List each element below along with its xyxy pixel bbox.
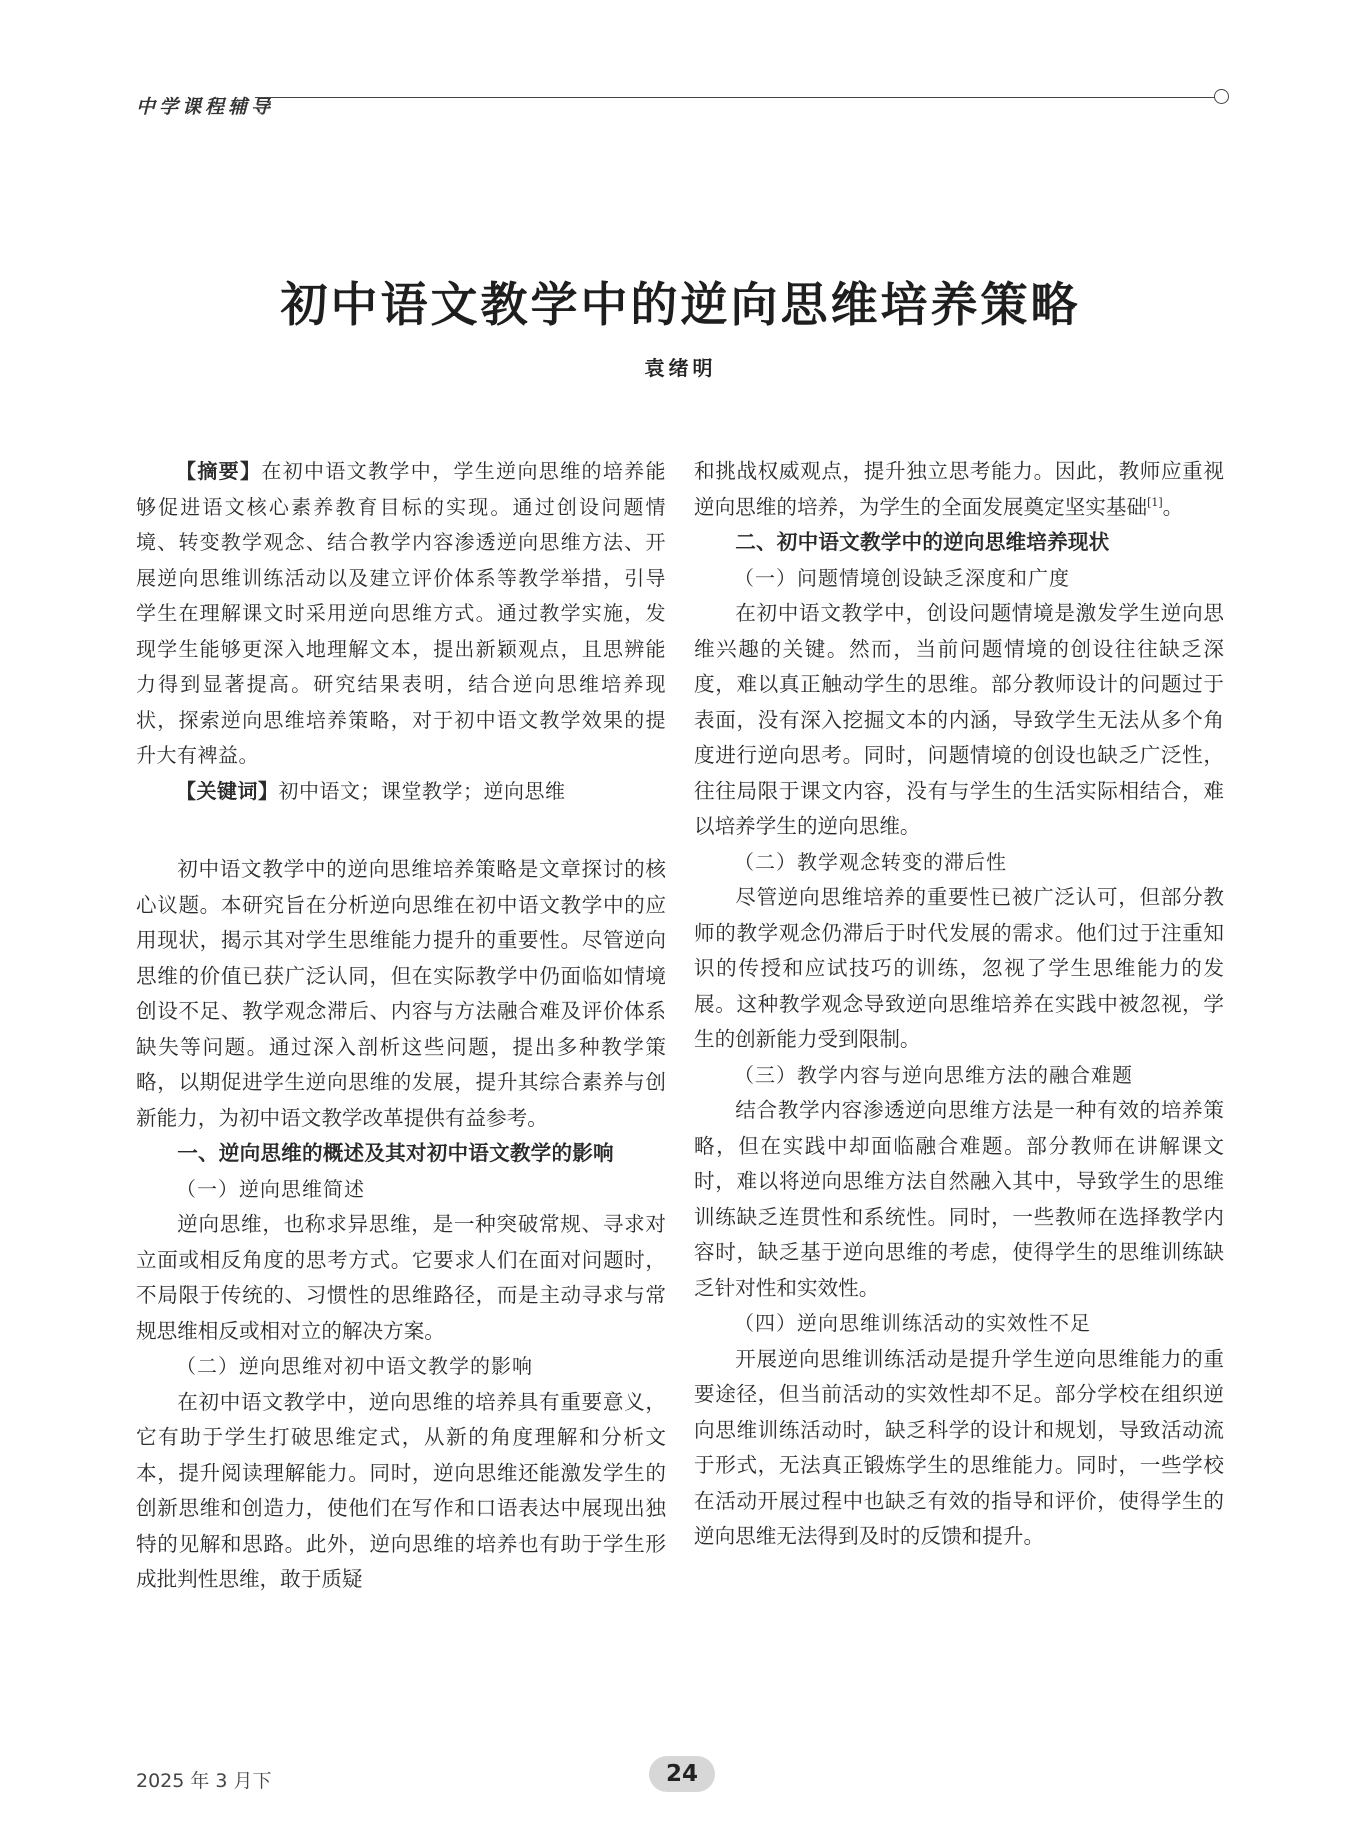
- abstract: [136, 454, 666, 774]
- issue-date: 2025 年 3 月下: [136, 1770, 272, 1792]
- header-rule: [255, 97, 1215, 98]
- subsection-2-3-heading: （三）教学内容与逆向思维方法的融合难题: [734, 1062, 1133, 1087]
- keywords: [136, 774, 666, 810]
- subsection-2-1-text: 在初中语文教学中，创设问题情境是激发学生逆向思维兴趣的关键。然而，当前问题情境的创设往往缺乏深度，难以真正触动学生的思维。部分教师设计的问题过于表面，没有深入挖掘文本的内涵，导致学生无法从多个角度进行逆向思考。同时，问题情境的创设也缺乏广泛性，往往局限于课文内容，没有与学生的生活实际相结合，难以培养学生的逆向思维。: [694, 601, 1224, 838]
- subsection-2-1-heading: （一）问题情境创设缺乏深度和广度: [734, 565, 1070, 590]
- keywords-text: 初中语文；课堂教学；逆向思维: [278, 778, 566, 803]
- header-circle-ornament: [1214, 89, 1229, 104]
- subsection-2-4-heading: （四）逆向思维训练活动的实效性不足: [734, 1311, 1091, 1335]
- subsection-1-2-heading: （二）逆向思维对初中语文教学的影响: [176, 1354, 533, 1378]
- citation-ref: [1]: [1147, 495, 1163, 509]
- left-column: [136, 454, 666, 1598]
- section-1-heading: 一、逆向思维的概述及其对初中语文教学的影响: [177, 1141, 614, 1165]
- subsection-2-4-text: 开展逆向思维训练活动是提升学生逆向思维能力的重要途径，但当前活动的实效性却不足。部分学校在组织逆向思维训练活动时，缺乏科学的设计和规划，导致活动流于形式，无法真正锻炼学生的思维能力。同时，一些学校在活动开展过程中也缺乏有效的指导和评价，使得学生的逆向思维无法得到及时的反馈和提升。: [694, 1346, 1224, 1548]
- subsection-1-1-text: 逆向思维，也称求异思维，是一种突破常规、寻求对立面或相反角度的思考方式。它要求人们在面对问题时，不局限于传统的、习惯性的思维路径，而是主动寻求与常规思维相反或相对立的解决方案。: [136, 1212, 666, 1343]
- subsection-1-2-text: 在初中语文教学中，逆向思维的培养具有重要意义，它有助于学生打破思维定式，从新的角度理解和分析文本，提升阅读理解能力。同时，逆向思维还能激发学生的创新思维和创造力，使他们在写作和口语表达中展现出独特的见解和思路。此外，逆向思维的培养也有助于学生形成批判性思维，敢于质疑: [136, 1389, 666, 1591]
- continued-text: 和挑战权威观点，提升独立思考能力。因此，教师应重视逆向思维的培养，为学生的全面发展奠定坚实基础: [694, 459, 1224, 519]
- subsection-1-1-heading: （一）逆向思维简述: [176, 1176, 365, 1201]
- section-2-heading: 二、初中语文教学中的逆向思维培养现状: [735, 530, 1110, 554]
- page-number: 24: [649, 1756, 715, 1792]
- subsection-2-3-text: 结合教学内容渗透逆向思维方法是一种有效的培养策略，但在实践中却面临融合难题。部分教师在讲解课文时，难以将逆向思维方法自然融入其中，导致学生的思维训练缺乏连贯性和系统性。同时，一些教师在选择教学内容时，缺乏基于逆向思维的考虑，使得学生的思维训练缺乏针对性和实效性。: [694, 1098, 1224, 1300]
- abstract-label: 【摘要】: [176, 459, 262, 483]
- article-author: 袁绪明: [644, 356, 717, 380]
- subsection-1-2-continued: [694, 454, 1224, 525]
- continued-end: 。: [1162, 494, 1184, 519]
- keywords-label: 【关键词】: [176, 778, 279, 803]
- spacer: [136, 809, 666, 852]
- abstract-text: 在初中语文教学中，学生逆向思维的培养能够促进语文核心素养教育目标的实现。通过创设问题情境、转变教学观念、结合教学内容渗透逆向思维方法、开展逆向思维训练活动以及建立评价体系等教学举措，引导学生在理解课文时采用逆向思维方式。通过教学实施，发现学生能够更深入地理解文本，提出新颖观点，且思辨能力得到显著提高。研究结果表明，结合逆向思维培养现状，探索逆向思维培养策略，对于初中语文教学效果的提升大有裨益。: [136, 459, 667, 767]
- subsection-2-2-text: 尽管逆向思维培养的重要性已被广泛认可，但部分教师的教学观念仍滞后于时代发展的需求。他们过于注重知识的传授和应试技巧的训练，忽视了学生思维能力的发展。这种教学观念导致逆向思维培养在实践中被忽视，学生的创新能力受到限制。: [694, 885, 1224, 1051]
- journal-name: 中学课程辅导: [136, 96, 275, 118]
- article-title: 初中语文教学中的逆向思维培养策略: [280, 278, 1081, 333]
- intro-paragraph: 初中语文教学中的逆向思维培养策略是文章探讨的核心议题。本研究旨在分析逆向思维在初中语文教学中的应用现状，揭示其对学生思维能力提升的重要性。尽管逆向思维的价值已获广泛认同，但在实际教学中仍面临如情境创设不足、教学观念滞后、内容与方法融合难及评价体系缺失等问题。通过深入剖析这些问题，提出多种教学策略，以期促进学生逆向思维的发展，提升其综合素养与创新能力，为初中语文教学改革提供有益参考。: [136, 857, 666, 1130]
- right-column: [694, 454, 1224, 1555]
- subsection-2-2-heading: （二）教学观念转变的滞后性: [734, 849, 1007, 874]
